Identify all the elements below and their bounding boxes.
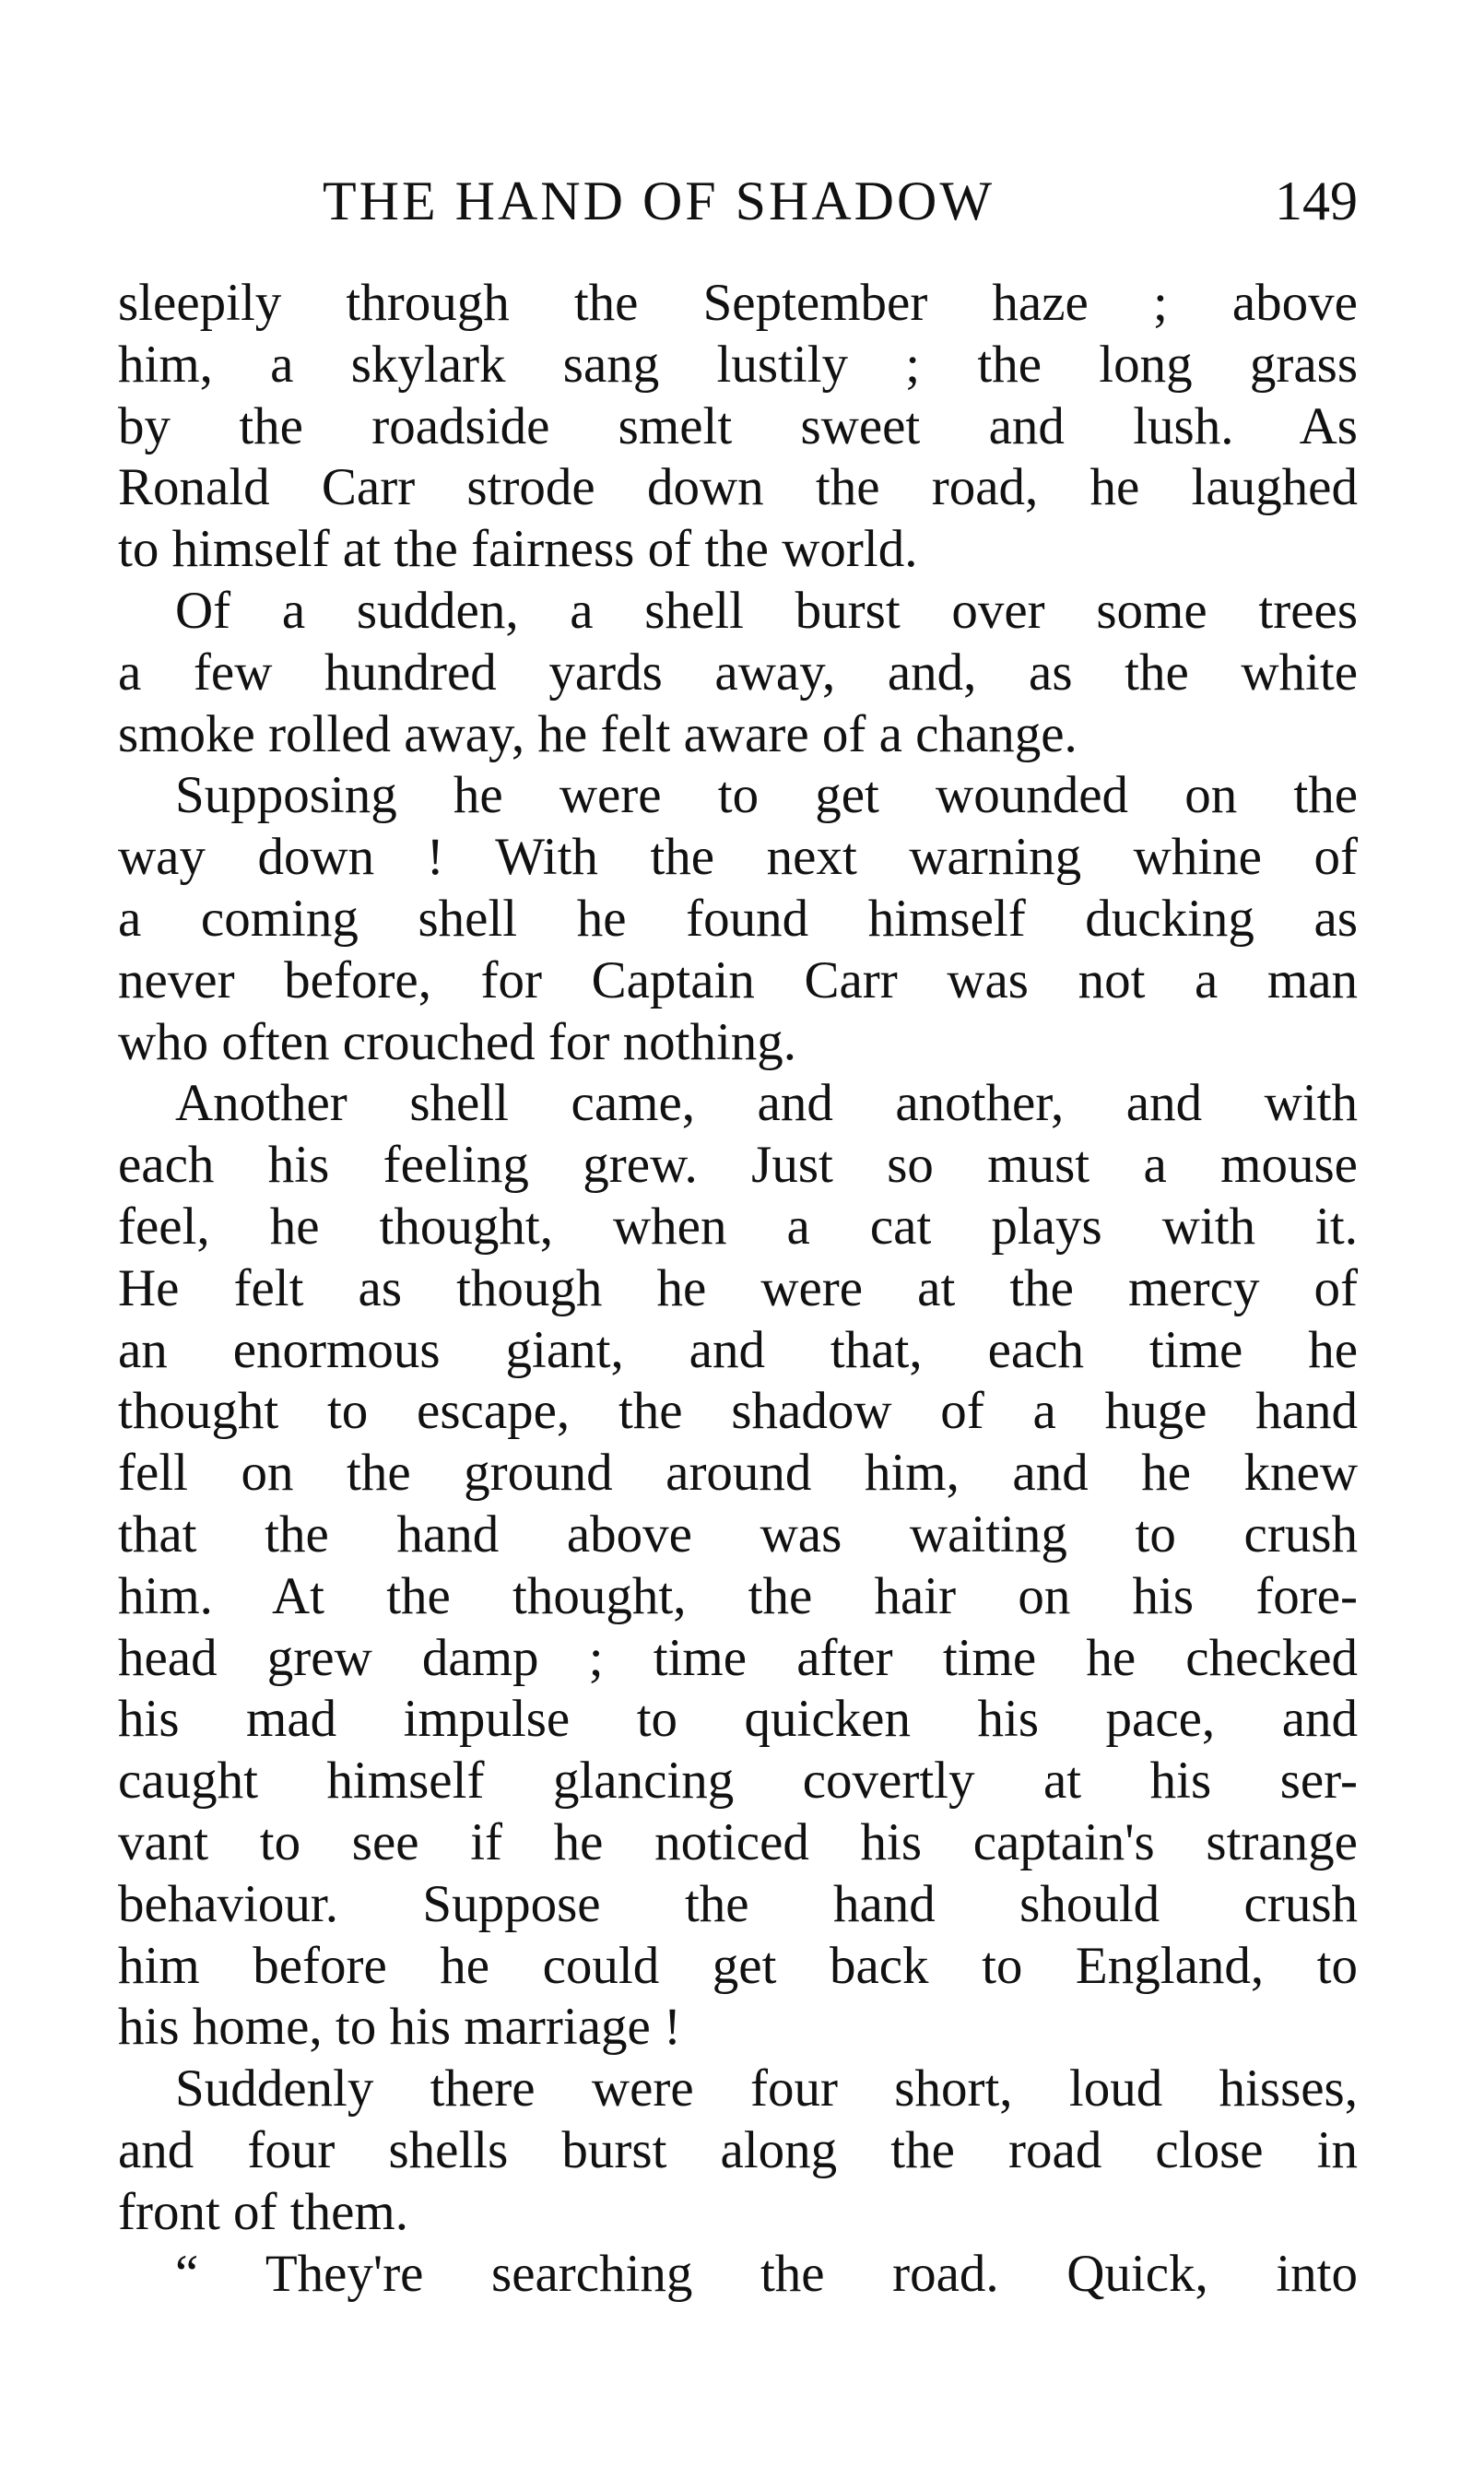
text-line: feel, he thought, when a cat plays with it. bbox=[118, 1197, 1358, 1256]
text-line: him. At the thought, the hair on his fore- bbox=[118, 1566, 1358, 1625]
text-line: vant to see if he noticed his captain's strange bbox=[118, 1812, 1358, 1871]
text-line: front of them. bbox=[118, 2182, 409, 2241]
text-line: a coming shell he found himself ducking as bbox=[118, 889, 1358, 948]
text-line: caught himself glancing covertly at his ser- bbox=[118, 1752, 1358, 1811]
text-line: behaviour. Suppose the hand should crush bbox=[118, 1874, 1358, 1933]
text-line: Ronald Carr strode down the road, he laughed bbox=[118, 458, 1358, 517]
text-line: fell on the ground around him, and he knew bbox=[118, 1444, 1358, 1503]
text-line: thought to escape, the shadow of a huge hand bbox=[118, 1382, 1358, 1441]
text-line: way down ! With the next warning whine of bbox=[118, 828, 1358, 887]
text-line: “ They're searching the road. Quick, into bbox=[175, 2244, 1358, 2303]
text-line: by the roadside smelt sweet and lush. As bbox=[118, 396, 1358, 455]
text-line: sleepily through the September haze ; above bbox=[118, 274, 1358, 332]
text-line: He felt as though he were at the mercy of bbox=[118, 1258, 1358, 1317]
text-line: a few hundred yards away, and, as the white bbox=[118, 643, 1358, 702]
text-line: head grew damp ; time after time he checked bbox=[118, 1628, 1358, 1687]
text-line: to himself at the fairness of the world. bbox=[118, 520, 918, 579]
text-line: an enormous giant, and that, each time he bbox=[118, 1320, 1358, 1379]
text-line: who often crouched for nothing. bbox=[118, 1012, 797, 1071]
text-line: smoke rolled away, he felt aware of a change. bbox=[118, 704, 1078, 763]
text-line: Another shell came, and another, and with bbox=[175, 1074, 1358, 1133]
text-line: never before, for Captain Carr was not a man bbox=[118, 950, 1358, 1009]
running-head bbox=[118, 164, 1358, 238]
text-line: and four shells burst along the road close in bbox=[118, 2120, 1358, 2179]
running-title: THE HAND OF SHADOW bbox=[323, 171, 995, 231]
body-text bbox=[118, 273, 1358, 2305]
text-line: Suddenly there were four short, loud hisses, bbox=[175, 2059, 1358, 2118]
page-number: 149 bbox=[1275, 171, 1358, 231]
text-line: his mad impulse to quicken his pace, and bbox=[118, 1690, 1358, 1749]
text-line: that the hand above was waiting to crush bbox=[118, 1504, 1358, 1564]
text-line: Supposing he were to get wounded on the bbox=[175, 766, 1358, 825]
text-line: his home, to his marriage ! bbox=[118, 1998, 682, 2057]
text-line: Of a sudden, a shell burst over some trees bbox=[175, 581, 1358, 640]
text-line: him before he could get back to England, to bbox=[118, 1936, 1358, 1995]
text-line: him, a skylark sang lustily ; the long grass bbox=[118, 335, 1358, 394]
text-line: each his feeling grew. Just so must a mouse bbox=[118, 1136, 1358, 1195]
